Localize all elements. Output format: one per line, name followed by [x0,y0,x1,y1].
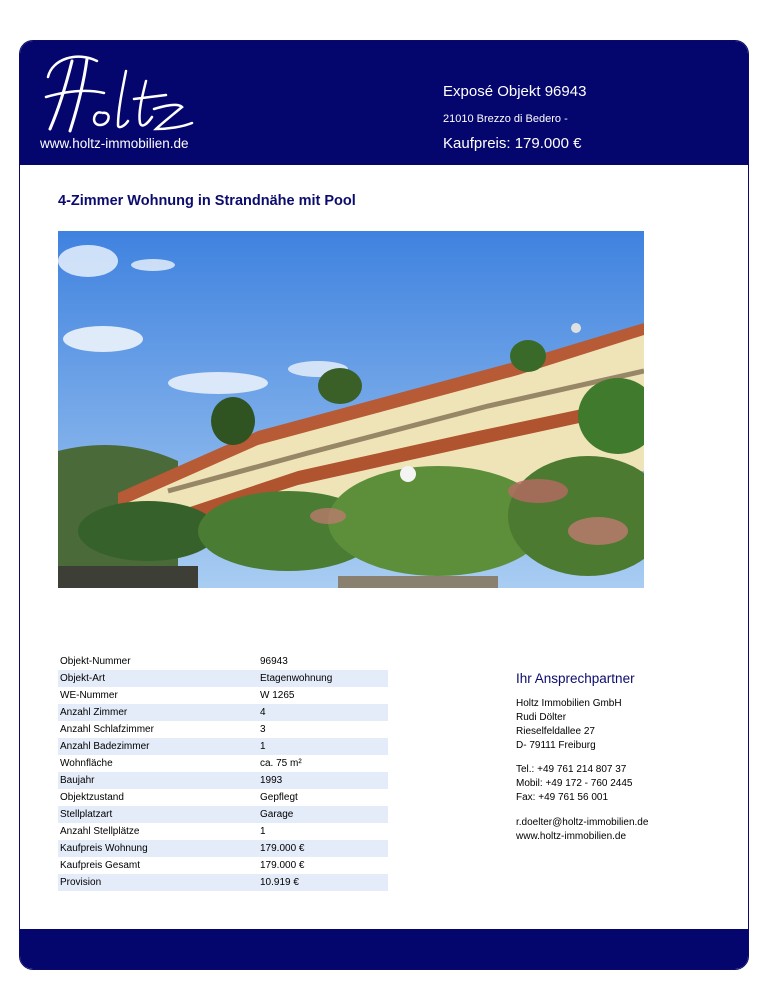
facts-value: 179.000 € [258,840,388,857]
facts-value: 1 [258,738,388,755]
facts-label: Provision [58,874,258,891]
contact-web[interactable]: www.holtz-immobilien.de [516,831,627,842]
facts-row [58,857,388,874]
facts-value: 3 [260,724,266,735]
header-bar [20,41,748,165]
contact-phone[interactable]: Tel.: +49 761 214 807 37 [516,764,627,775]
facts-row [58,755,388,772]
facts-label: Anzahl Schlafzimmer [60,724,154,735]
contact-email[interactable]: r.doelter@holtz-immobilien.de [516,817,649,828]
facts-label: Anzahl Badezimmer [58,738,258,755]
facts-label: Kaufpreis Gesamt [60,860,141,871]
facts-value: 10.919 € [258,874,388,891]
contact-mobile[interactable]: Mobil: +49 172 - 760 2445 [516,778,633,789]
page-title: 4-Zimmer Wohnung in Strandnähe mit Pool [58,193,356,209]
facts-value: Etagenwohnung [258,670,388,687]
facts-table [58,653,388,891]
contact-address [516,697,622,753]
contact-city: D- 79111 Freiburg [516,740,596,751]
facts-label: Baujahr [58,772,258,789]
facts-value: W 1265 [260,690,295,701]
facts-label: Objektzustand [60,792,124,803]
facts-label: Objekt-Nummer [60,656,131,667]
facts-label: Stellplatzart [58,806,258,823]
facts-value: 179.000 € [260,860,305,871]
facts-row [58,840,388,857]
facts-row [58,721,388,738]
facts-row [58,806,388,823]
facts-label: Anzahl Zimmer [58,704,258,721]
facts-label: WE-Nummer [60,690,118,701]
contact-title: Ihr Ansprechpartner [516,671,635,686]
contact-company: Holtz Immobilien GmbH [516,698,622,709]
contact-phones [516,763,632,805]
facts-value: 96943 [260,656,288,667]
facts-value: Gepflegt [260,792,298,803]
contact-street: Rieselfeldallee 27 [516,726,595,737]
expose-page [19,40,749,970]
header-price: Kaufpreis: 179.000 € [443,135,582,152]
contact-online [516,816,648,844]
facts-row [58,874,388,891]
facts-row [58,738,388,755]
facts-row [58,704,388,721]
facts-value: 1 [260,826,266,837]
contact-fax: Fax: +49 761 56 001 [516,792,609,803]
facts-row [58,772,388,789]
contact-name: Rudi Dölter [516,712,567,723]
facts-label: Anzahl Stellplätze [60,826,140,837]
facts-row [58,789,388,806]
facts-value: Garage [258,806,388,823]
header-website[interactable]: www.holtz-immobilien.de [40,136,189,151]
facts-row [58,653,388,670]
facts-row [58,670,388,687]
holtz-logo [42,51,202,141]
property-photo [58,231,644,588]
footer-bar [20,929,748,969]
expose-title: Exposé Objekt 96943 [443,83,587,100]
facts-row [58,687,388,704]
facts-label: Wohnfläche [60,758,113,769]
facts-value: 1993 [258,772,388,789]
facts-value: 4 [258,704,388,721]
facts-label: Kaufpreis Wohnung [58,840,258,857]
facts-row [58,823,388,840]
facts-label: Objekt-Art [58,670,258,687]
facts-value: ca. 75 m² [260,758,302,769]
location: 21010 Brezzo di Bedero - [443,113,568,125]
